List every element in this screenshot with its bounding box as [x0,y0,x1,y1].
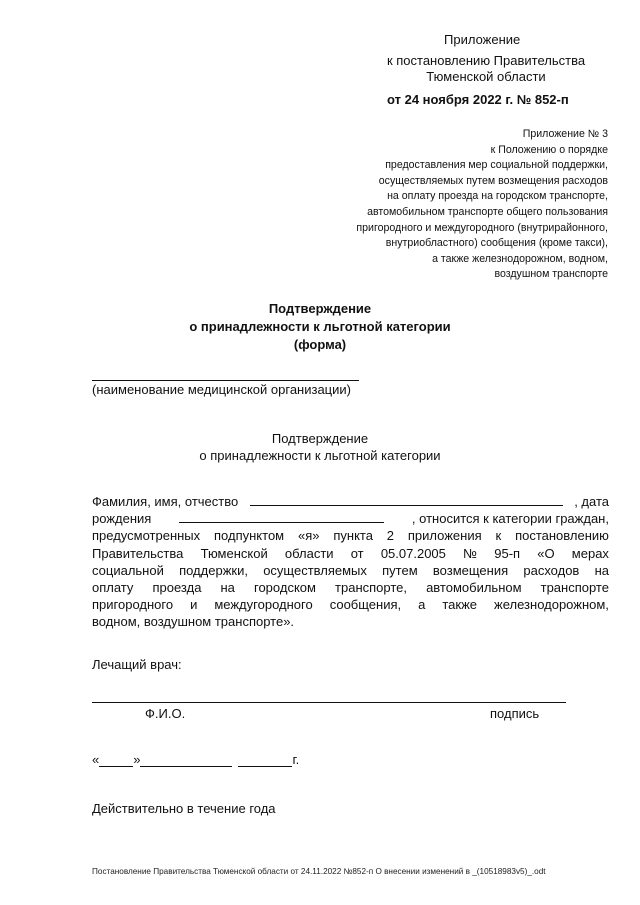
date-day-field[interactable] [99,754,133,767]
fio-label: Фамилия, имя, отчество [92,494,239,509]
word: 2 [386,528,395,544]
word: от [350,545,364,561]
word: пригородного [92,597,174,613]
word: подпунктом [214,528,285,544]
word: на [594,562,609,578]
signature-caption: подпись [490,706,540,721]
appendix3-line: на оплату проезда на городском транспорте, [387,190,608,203]
body-last-text: водном, воздушном транспорте». [92,614,295,630]
word: поддержки, [179,562,248,578]
date-year-field[interactable] [238,754,292,767]
header-decree-line: к постановлению Правительства [386,53,586,68]
word: а [418,597,426,613]
word: и [190,597,198,613]
birth-date-label: , дата [574,494,609,509]
date-close-quote: » [133,752,141,767]
organization-caption: (наименование медицинской организации) [92,382,351,397]
fio-caption: Ф.И.О. [145,706,186,721]
header-appendix-label: Приложение [444,32,521,47]
word: постановлению [515,528,609,544]
header-decree-date: от 24 ноября 2022 г. № 852-п [387,92,569,107]
appendix3-line: внутриобластного) сообщения (кроме такси), [385,237,608,250]
date-open-quote: « [92,752,100,767]
date-line [92,752,299,767]
word: также [442,597,478,613]
appendix3-line: предоставления мер социальной поддержки, [385,159,608,172]
word: возмещения [432,562,509,578]
form-title [150,300,490,354]
certificate-title-line1: Подтверждение [271,431,369,446]
word: транспорте, [335,580,407,596]
certificate-title-line2: о принадлежности к льготной категории [199,448,441,463]
fio-field[interactable] [250,493,563,506]
body-line-birth [92,510,609,527]
category-text: , относится к категории граждан, [411,511,609,527]
appendix3-block [288,127,608,283]
word: к [495,528,502,544]
word: пункта [333,528,373,544]
body-line [92,596,609,613]
word: «я» [297,528,320,544]
word: оплату [92,580,134,596]
word: № [463,545,478,561]
doctor-signature-line[interactable] [92,702,566,703]
word: железнодорожном, [494,597,609,613]
birth-label: рождения [92,511,152,527]
word: проезда [152,580,202,596]
body-line-fio [92,493,609,510]
header-region-line: Тюменской области [426,69,546,84]
word: 95-п [494,545,521,561]
body-line [92,562,609,579]
word: Тюменской [200,545,268,561]
document-footer: Постановление Правительства Тюменской области от 24.11.2022 №852-п О внесении изменений в _(10518983v5)_.odt [92,867,546,876]
appendix3-line: воздушном транспорте [494,268,608,281]
appendix3-line: к Положению о порядке [490,143,608,156]
word: междугородного [214,597,313,613]
form-title-line1: Подтверждение [268,301,372,316]
word: путем [382,562,418,578]
doctor-label: Лечащий врач: [92,657,182,672]
word: «О [537,545,555,561]
appendix3-line: Приложение № 3 [522,128,608,140]
certificate-title [150,430,490,464]
word: мерах [571,545,609,561]
body-line [92,545,609,562]
word: транспорте [540,580,609,596]
organization-name-line[interactable] [92,380,359,381]
body-line-last [92,613,609,630]
validity-note: Действительно в течение года [92,801,276,816]
form-title-line3: (форма) [293,337,347,352]
appendix3-line: автомобильном транспорте общего пользования [367,205,608,218]
date-year-suffix: г. [292,752,300,767]
form-title-line2: о принадлежности к льготной категории [189,319,451,334]
word: предусмотренных [92,528,201,544]
word: осуществляемых [263,562,367,578]
appendix3-line: а также железнодорожном, водном, [432,252,608,265]
word: области [284,545,334,561]
appendix3-line: пригородного и междугородного (внутрирайонного, [356,221,608,234]
word: социальной [92,562,164,578]
body-line [92,527,609,544]
word: расходов [523,562,580,578]
word: 05.07.2005 [380,545,446,561]
body-line [92,579,609,596]
word: городском [254,580,316,596]
certificate-body [92,493,609,631]
word: автомобильном [426,580,522,596]
word: Правительства [92,545,184,561]
birth-date-field[interactable] [179,510,384,523]
appendix3-line: осуществляемых путем возмещения расходов [378,174,608,187]
word: приложения [407,528,482,544]
word: на [220,580,235,596]
word: сообщения, [329,597,402,613]
date-month-field[interactable] [140,754,232,767]
